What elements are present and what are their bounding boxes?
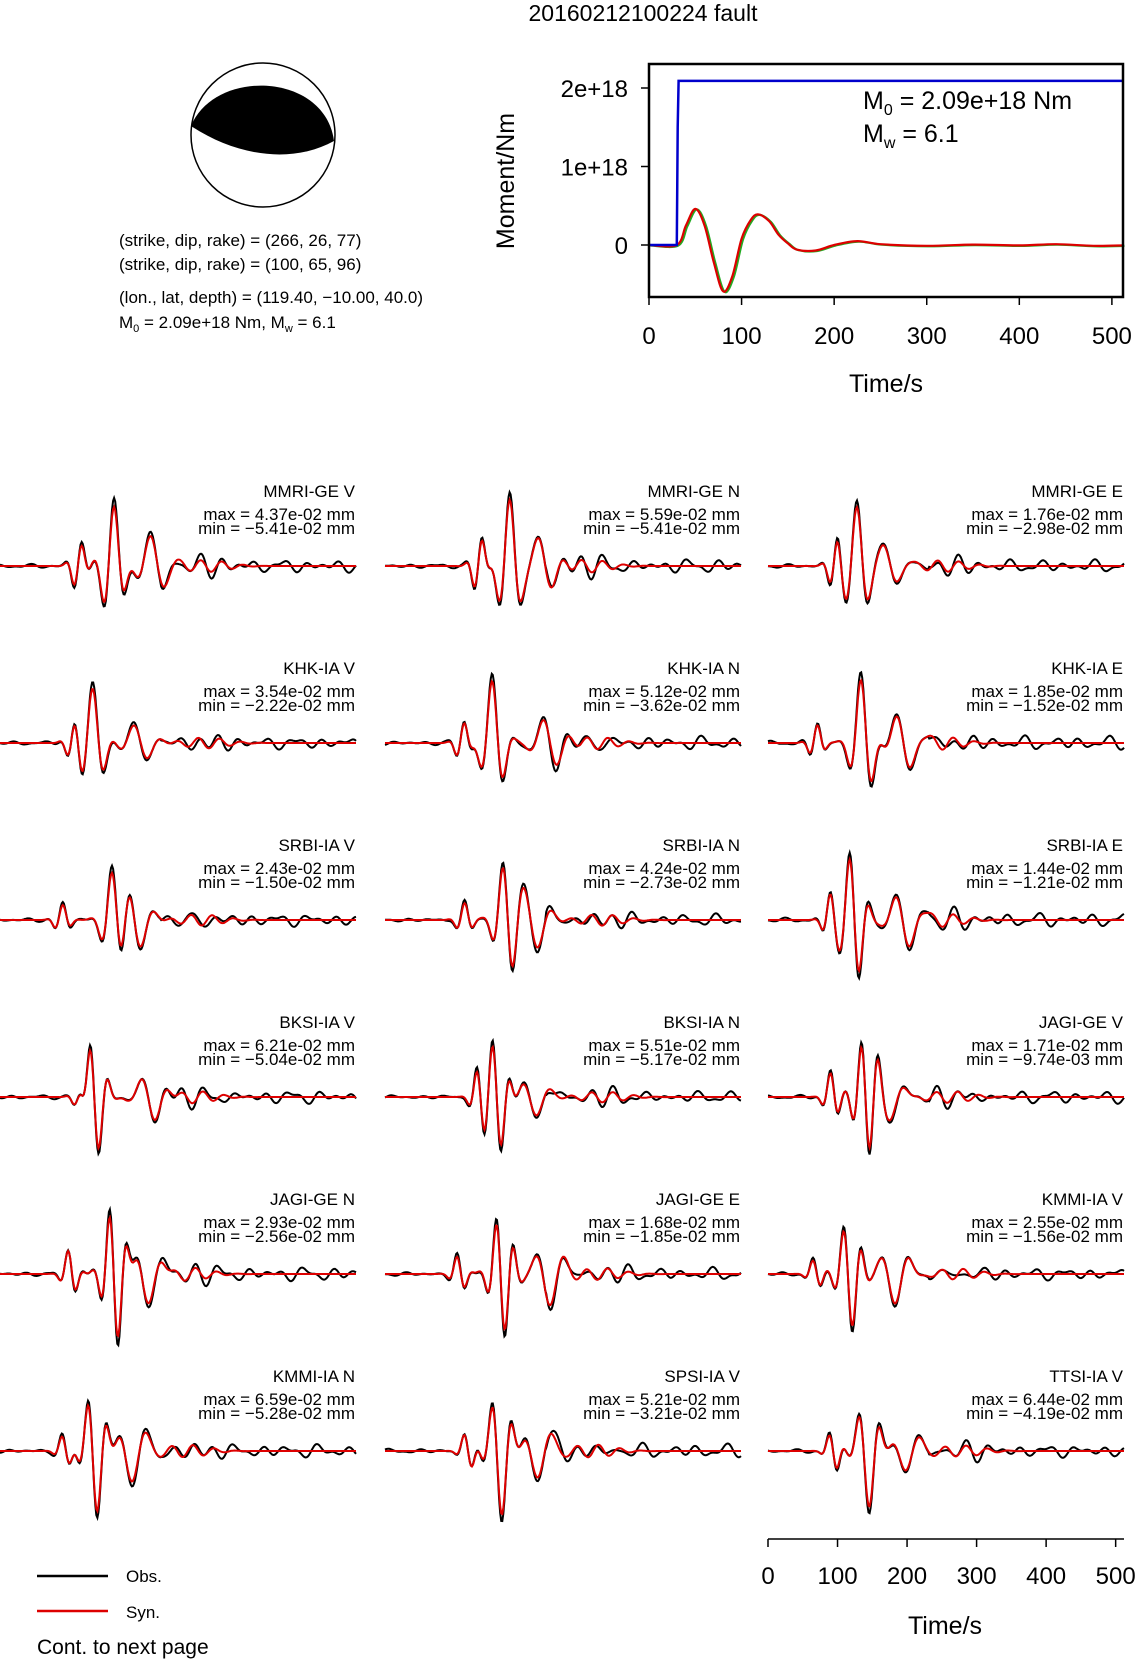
- waveform-panel: [768, 482, 1124, 603]
- moment-ylabel: Moment/Nm: [492, 112, 520, 250]
- waveform-panel: [385, 1367, 741, 1521]
- station-min: min = −1.50e-02 mm: [198, 873, 355, 892]
- station-label: MMRI-GE E: [1031, 482, 1123, 501]
- station-label: KMMI-IA V: [1041, 1190, 1123, 1209]
- waveform-panel: [385, 836, 741, 971]
- waveform-xtick-label: 0: [761, 1563, 775, 1590]
- station-max: max = 6.59e-02 mm: [203, 1390, 355, 1409]
- moment-xtick-label: 500: [1091, 323, 1132, 350]
- station-min: min = −5.41e-02 mm: [198, 519, 355, 538]
- station-max: max = 5.21e-02 mm: [588, 1390, 740, 1409]
- waveform-panel: [0, 1367, 356, 1518]
- waveform-panel: [0, 482, 356, 606]
- station-label: JAGI-GE E: [655, 1190, 740, 1209]
- station-max: max = 1.71e-02 mm: [971, 1036, 1123, 1055]
- station-min: min = −9.74e-03 mm: [966, 1050, 1123, 1069]
- station-label: KMMI-IA N: [272, 1367, 355, 1386]
- legend-syn-label: Syn.: [126, 1603, 161, 1622]
- station-min: min = −1.85e-02 mm: [583, 1227, 740, 1246]
- station-label: BKSI-IA V: [279, 1013, 355, 1032]
- station-max: max = 1.85e-02 mm: [971, 682, 1123, 701]
- moment-ytick-label: 2e+18: [560, 76, 628, 103]
- station-min: min = −5.28e-02 mm: [198, 1404, 355, 1423]
- waveform-panel: [0, 1013, 356, 1154]
- station-min: min = −1.56e-02 mm: [966, 1227, 1123, 1246]
- continued-note: Cont. to next page: [37, 1636, 209, 1659]
- observed-trace: [768, 1414, 1124, 1513]
- station-max: max = 2.43e-02 mm: [203, 859, 355, 878]
- figure-title: 20160212100224 fault: [528, 0, 758, 26]
- station-label: BKSI-IA N: [663, 1013, 740, 1032]
- station-label: JAGI-GE N: [269, 1190, 355, 1209]
- station-label: JAGI-GE V: [1038, 1013, 1123, 1032]
- station-label: SRBI-IA V: [278, 836, 355, 855]
- moment-ytick-label: 1e+18: [560, 154, 628, 182]
- waveform-panel: [0, 836, 356, 950]
- synthetic-trace: [768, 1417, 1124, 1506]
- waveform-xtick-label: 100: [817, 1563, 858, 1590]
- station-max: max = 6.21e-02 mm: [203, 1036, 355, 1055]
- station-min: min = −3.21e-02 mm: [583, 1404, 740, 1423]
- moment-plot-axes: [561, 76, 1132, 350]
- station-max: max = 1.76e-02 mm: [971, 505, 1123, 524]
- waveform-panel: [768, 836, 1124, 978]
- waveform-panel: [0, 1190, 356, 1345]
- station-label: KHK-IA V: [283, 659, 355, 678]
- waveform-xtick-label: 400: [1026, 1563, 1067, 1590]
- station-max: max = 1.44e-02 mm: [971, 859, 1123, 878]
- waveform-panel: [385, 1190, 741, 1336]
- m0-annotation: $M_0 = 2.09e+18$ Nm: [863, 87, 1073, 119]
- station-min: min = −2.73e-02 mm: [583, 873, 740, 892]
- waveform-panel: [768, 1367, 1124, 1513]
- moment-magnitude-info: $M_0 = 2.09e+18$ Nm, $M_w = 6.1$: [119, 313, 336, 335]
- waveform-xlabel: Time/s: [907, 1612, 983, 1640]
- focal-mechanism-beachball-icon: [191, 63, 335, 207]
- station-label: KHK-IA N: [667, 659, 740, 678]
- waveform-panel: [385, 659, 741, 781]
- station-min: min = −4.19e-02 mm: [966, 1404, 1123, 1423]
- station-min: min = −2.56e-02 mm: [198, 1227, 355, 1246]
- station-max: max = 5.51e-02 mm: [588, 1036, 740, 1055]
- station-label: KHK-IA E: [1051, 659, 1123, 678]
- moment-xtick-label: 400: [999, 323, 1040, 350]
- legend: [37, 1567, 162, 1622]
- station-label: SRBI-IA E: [1046, 836, 1123, 855]
- station-label: TTSI-IA V: [1049, 1367, 1123, 1386]
- station-min: min = −3.62e-02 mm: [583, 696, 740, 715]
- waveform-panel: [768, 659, 1124, 787]
- moment-rate-green-line: [651, 209, 1125, 292]
- waveform-panel: [385, 482, 741, 605]
- station-min: min = −5.04e-02 mm: [198, 1050, 355, 1069]
- waveform-panel: [0, 659, 356, 774]
- waveform-panel: [768, 1013, 1124, 1154]
- nodal-plane-1: (strike, dip, rake) = (266, 26, 77): [119, 231, 362, 250]
- moment-xtick-label: 300: [906, 323, 947, 350]
- waveform-xtick-label: 200: [887, 1563, 928, 1590]
- station-max: max = 2.93e-02 mm: [203, 1213, 355, 1232]
- waveform-xtick-label: 500: [1095, 1563, 1136, 1590]
- waveform-grid: [0, 482, 1124, 1521]
- station-label: SPSI-IA V: [664, 1367, 740, 1386]
- moment-xtick-label: 0: [642, 323, 656, 350]
- station-min: min = −5.41e-02 mm: [583, 519, 740, 538]
- moment-ytick-label: 0: [614, 233, 628, 260]
- legend-obs-label: Obs.: [126, 1567, 162, 1586]
- nodal-plane-2: (strike, dip, rake) = (100, 65, 96): [119, 255, 362, 274]
- station-min: min = −1.21e-02 mm: [966, 873, 1123, 892]
- station-min: min = −5.17e-02 mm: [583, 1050, 740, 1069]
- waveform-xtick-label: 300: [956, 1563, 997, 1590]
- station-max: max = 6.44e-02 mm: [971, 1390, 1123, 1409]
- synthetic-trace: [385, 1408, 741, 1514]
- station-min: min = −2.22e-02 mm: [198, 696, 355, 715]
- station-max: max = 4.24e-02 mm: [588, 859, 740, 878]
- moment-xtick-label: 100: [721, 323, 762, 350]
- moment-rate-plot: [492, 64, 1132, 398]
- station-label: SRBI-IA N: [662, 836, 740, 855]
- station-min: min = −2.98e-02 mm: [966, 519, 1123, 538]
- waveform-panel: [385, 1013, 741, 1151]
- station-label: MMRI-GE V: [263, 482, 355, 501]
- mw-annotation: $M_w = 6.1$: [863, 120, 959, 152]
- moment-xtick-label: 200: [814, 323, 855, 350]
- station-max: max = 1.68e-02 mm: [588, 1213, 740, 1232]
- station-max: max = 4.37e-02 mm: [203, 505, 355, 524]
- station-max: max = 2.55e-02 mm: [971, 1213, 1123, 1232]
- station-label: MMRI-GE N: [647, 482, 740, 501]
- waveform-panel: [768, 1190, 1124, 1331]
- waveform-time-axis: [761, 1539, 1135, 1590]
- station-max: max = 5.59e-02 mm: [588, 505, 740, 524]
- station-max: max = 3.54e-02 mm: [203, 682, 355, 701]
- hypocenter-info: (lon., lat, depth) = (119.40, −10.00, 40.0): [119, 288, 423, 307]
- station-max: max = 5.12e-02 mm: [588, 682, 740, 701]
- moment-xlabel: Time/s: [848, 370, 924, 398]
- station-min: min = −1.52e-02 mm: [966, 696, 1123, 715]
